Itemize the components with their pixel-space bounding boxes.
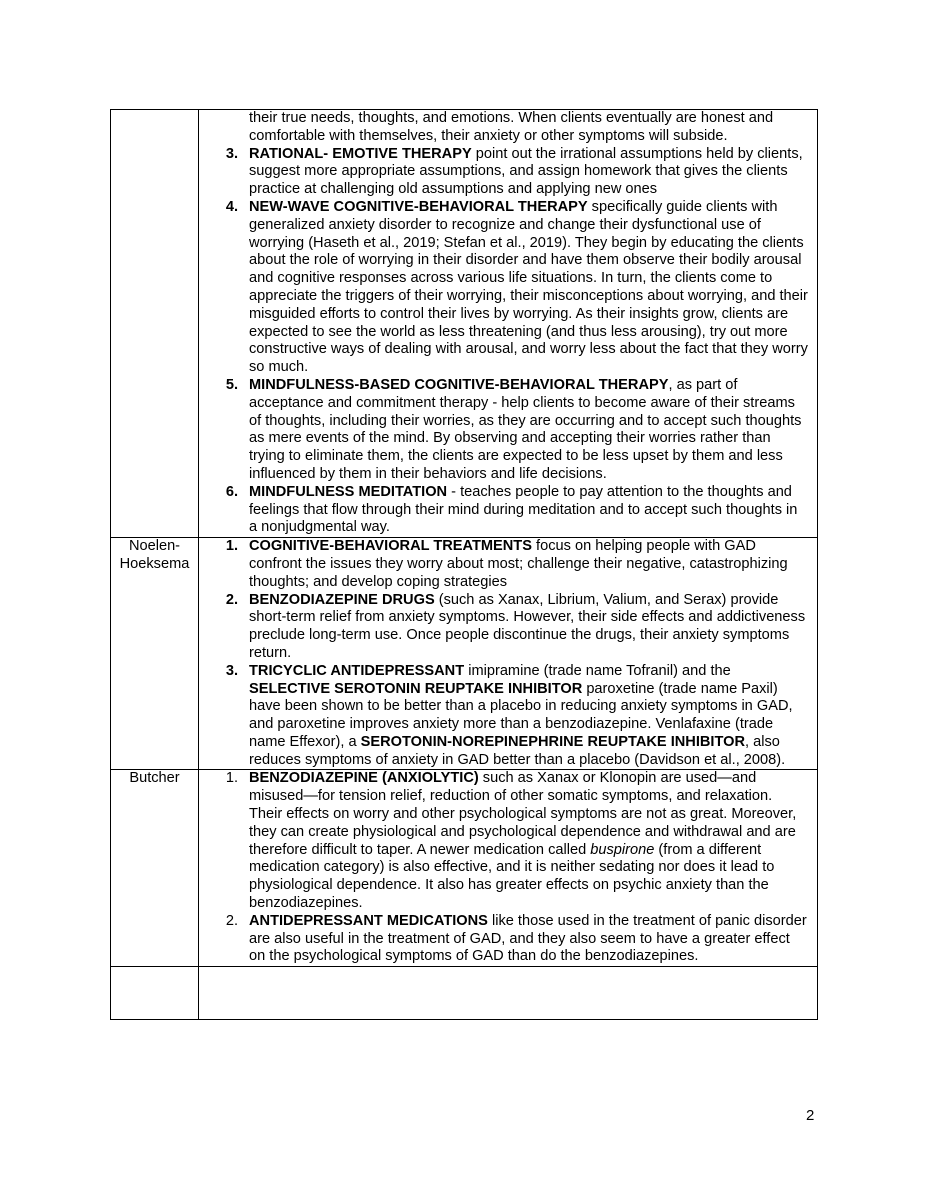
item-text (249, 484, 809, 537)
bold-term: MINDFULNESS MEDITATION (249, 483, 448, 500)
author-cell: Butcher (111, 770, 199, 967)
table-row (111, 110, 818, 538)
item-number: 4. (225, 198, 238, 215)
list-item (205, 199, 809, 377)
item-text (249, 663, 809, 770)
treatment-table-body (111, 110, 818, 1020)
list-item (205, 770, 809, 912)
item-text (249, 538, 809, 591)
item-text (249, 913, 809, 966)
text-segment: , as part of acceptance and commitment therapy - help clients to become aware of their streams of thoughts, including their worries, as they are occurring and to accept such thoughts as mere events of the mind. By observing and accepting their worries rather than trying to eliminate them, the clients are expected to be less upset by them and less influenced by them in their behaviors and life decisions. (249, 376, 802, 482)
bold-term: TRICYCLIC ANTIDEPRESSANT (249, 662, 465, 679)
item-text (249, 146, 809, 199)
bold-term: RATIONAL- EMOTIVE THERAPY (249, 145, 472, 162)
treatment-table (110, 109, 818, 1020)
table-row (111, 538, 818, 770)
bold-term: MINDFULNESS-BASED COGNITIVE-BEHAVIORAL THERAPY (249, 376, 669, 393)
author-cell: Noelen-Hoeksema (111, 538, 199, 770)
bold-term: COGNITIVE-BEHAVIORAL TREATMENTS (249, 538, 532, 555)
text-segment: imipramine (trade name Tofranil) and the (464, 662, 731, 679)
list-item (205, 484, 809, 537)
page-number: 2 (806, 1107, 815, 1124)
item-number (205, 110, 249, 146)
list-item (205, 110, 809, 146)
item-text (249, 199, 809, 377)
item-number: 1. (225, 538, 238, 555)
list-item (205, 538, 809, 591)
text-segment: (from a different medication category) is also effective, and it is neither sedating nor does it lead to physiological dependence. It also has greater effects on psychic anxiety than the benzodiazepines. (249, 841, 775, 912)
list-item (205, 592, 809, 663)
treatments-cell (199, 770, 818, 967)
list-item (205, 663, 809, 770)
treatments-cell (199, 538, 818, 770)
bold-term: BENZODIAZEPINE DRUGS (249, 591, 435, 608)
treatment-list (199, 538, 817, 769)
item-number: 5. (225, 376, 238, 393)
treatments-cell (199, 110, 818, 538)
item-text (249, 110, 809, 146)
item-text (249, 770, 809, 912)
text-segment: focus on helping people with GAD confront the issues they worry about most; challenge their negative, catastrophizing thoughts; and develop coping strategies (249, 538, 788, 590)
treatment-list (199, 770, 817, 966)
item-number: 2. (225, 912, 238, 929)
italic-term: buspirone (590, 841, 655, 858)
item-number: 6. (225, 483, 238, 500)
empty-table-row (111, 967, 818, 1020)
empty-cell (111, 967, 199, 1020)
text-segment: paroxetine (trade name Paxil) have been shown to be better than a placebo in reducing anxiety symptoms in GAD, and paroxetine improves anxiety more than a benzodiazepine. Venlafaxine (trade name Effexor), a (249, 680, 793, 750)
item-number: 2. (225, 591, 238, 608)
table-row (111, 770, 818, 967)
list-item (205, 913, 809, 966)
text-segment: , also reduces symptoms of anxiety in GAD better than a placebo (Davidson et al., 2008). (249, 733, 786, 768)
empty-cell (199, 967, 818, 1020)
treatment-list (199, 110, 817, 537)
bold-term: ANTIDEPRESSANT MEDICATIONS (249, 912, 488, 929)
text-segment: their true needs, thoughts, and emotions. When clients eventually are honest and comfortable with themselves, their anxiety or other symptoms will subside. (249, 110, 774, 144)
author-cell (111, 110, 199, 538)
bold-term: SEROTONIN-NOREPINEPHRINE REUPTAKE INHIBITOR (360, 733, 746, 750)
list-item (205, 377, 809, 484)
item-text (249, 592, 809, 663)
text-segment: such as Xanax or Klonopin are used—and misused—for tension relief, reduction of other somatic symptoms, and relaxation. Their effects on worry and other psychological symptoms are not as great. Moreover, they can create physiological and psychological dependence and withdrawal and are therefore difficult to taper. A newer medication called (249, 770, 797, 858)
bold-term: SELECTIVE SEROTONIN REUPTAKE INHIBITOR (249, 680, 583, 697)
item-number: 1. (225, 770, 238, 787)
list-item (205, 146, 809, 199)
text-segment: - teaches people to pay attention to the thoughts and feelings that flow through their mind during meditation and to accept such thoughts in a nonjudgmental way. (249, 483, 798, 536)
text-segment: specifically guide clients with generalized anxiety disorder to recognize and change their dysfunctional use of worrying (Haseth et al., 2019; Stefan et al., 2019). They begin by educating the clients about the role of worrying in their disorder and have them observe their bodily arousal and cognitive responses across various life situations. In turn, the clients come to appreciate the triggers of their worrying, their misconceptions about worrying, and their misguided efforts to control their lives by worrying. As their insights grow, clients are expected to see the world as less threatening (and thus less arousing), try out more constructive ways of dealing with arousal, and worry less about the fact that they worry so much. (249, 198, 808, 376)
text-segment: like those used in the treatment of panic disorder are also useful in the treatment of GAD, and they also seem to have a greater effect on the psychological symptoms of GAD than do the benzodiazepines. (249, 912, 807, 965)
bold-term: NEW-WAVE COGNITIVE-BEHAVIORAL THERAPY (249, 198, 588, 215)
text-segment: (such as Xanax, Librium, Valium, and Serax) provide short-term relief from anxiety symptoms. However, their side effects and addictiveness preclude long-term use. Once people discontinue the drugs, their anxiety symptoms return. (249, 591, 806, 661)
item-number: 3. (225, 662, 238, 679)
text-segment: point out the irrational assumptions held by clients, suggest more appropriate assumptions, and assign homework that gives the clients practice at challenging old assumptions and applying new ones (249, 145, 803, 198)
item-number: 3. (225, 145, 238, 162)
item-text (249, 377, 809, 484)
bold-term: BENZODIAZEPINE (ANXIOLYTIC) (249, 770, 479, 787)
